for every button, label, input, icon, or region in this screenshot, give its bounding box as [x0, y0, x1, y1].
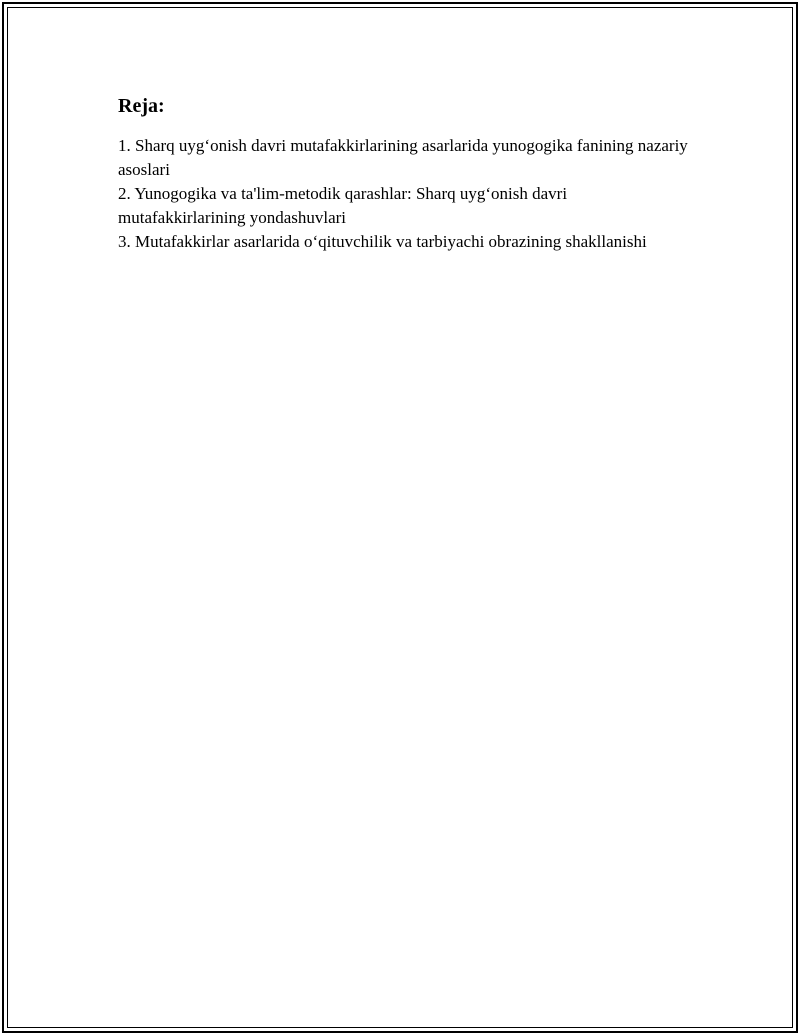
plan-heading: Reja:	[118, 95, 165, 117]
document-content	[118, 92, 698, 254]
plan-item-3: 3. Mutafakkirlar asarlarida o‘qituvchilik va tarbiyachi obrazining shakllanishi	[118, 232, 647, 251]
plan-item-1: 1. Sharq uyg‘onish davri mutafakkirlarining asarlarida yunogogika fanining nazariy asoslari	[118, 136, 688, 179]
plan-list	[118, 134, 698, 254]
plan-item-2: 2. Yunogogika va ta'lim-metodik qarashlar: Sharq uyg‘onish davri mutafakkirlarining yondashuvlari	[118, 184, 568, 227]
